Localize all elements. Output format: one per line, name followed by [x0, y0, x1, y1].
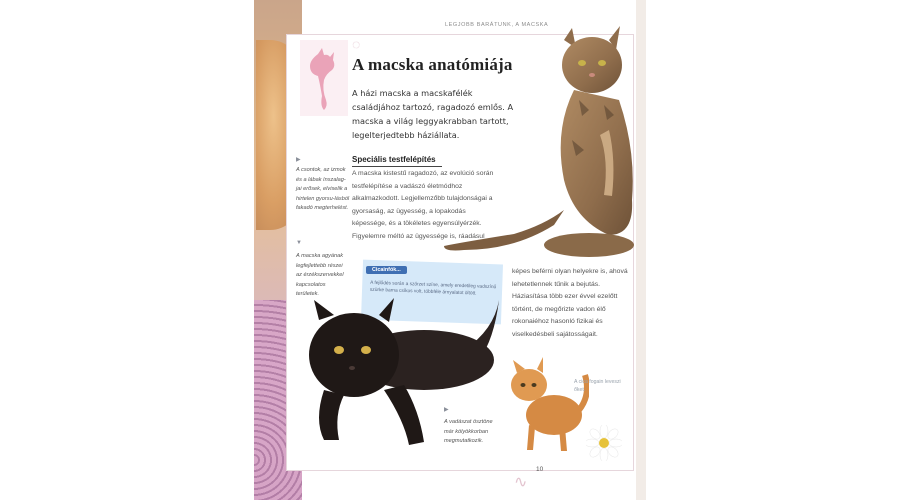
body-text-part1: A macska kistestű ragadozó, az evolúció során testfelépítése a vadászó életmódhoz alkalmazkodott. Legjellemzőbb tulajdonságai a gyorsaság, az ügyesség, a lopakodás képessége, és a tökéletes egyensúlyérzék. Figyelemre méltó az ügyessége is, ráadásul: [352, 170, 494, 240]
book-page: [254, 0, 646, 500]
swirl-decoration-bottom: ∿: [514, 474, 528, 491]
intro-paragraph: A házi macska a macskafélék családjához tartozó, ragadozó emlős. A macska a világ leggyakrabban tartott, legelterjedtebb háziállata.: [352, 88, 514, 140]
info-box-label: Cicainfók...: [366, 266, 407, 274]
daisy-image: [586, 425, 622, 461]
side-note-hunting: A vadászat ösztöne már kölyökkorban megmutatkozik.: [444, 419, 493, 444]
swirl-decoration: ◌: [352, 36, 361, 52]
cat-silhouette-icon: [300, 40, 348, 116]
image-caption: A cica fogain leveszi őket.: [574, 379, 621, 393]
side-note-brain: A macska agyának legfejlettebb részei az érzékszervekkel kapcsolatos területek.: [296, 253, 344, 297]
black-cat-image: [294, 290, 504, 460]
triangle-right-icon: ▶: [296, 157, 301, 163]
side-note-bones: A csontok, az izmok és a lábak ínszalag-jai erősek, elviselik a hirtelen gyorsu-lásból fakadó megterhelést.: [296, 167, 350, 211]
running-head: LEGJOBB BARÁTUNK, A MACSKA: [445, 22, 549, 28]
info-box-text: A fejlődés során a szőrzet színe, amely eredetileg vadszínű szürke barna csíkos volt, többféle árnyalatot öltött.: [369, 280, 497, 297]
page-title: A macska anatómiája: [352, 55, 513, 74]
triangle-down-icon: ▼: [296, 240, 302, 246]
body-text-part2: képes beférni olyan helyekre is, ahová lehetetlennek tűnik a bejutás. Háziasítása több ezer évvel ezelőtt történt, de megőrizte vadon élő rokonaiéhoz hasonló fizikai és viselkedésbeli sajátosságait.: [512, 268, 628, 338]
orange-kitten-image: [499, 355, 589, 455]
section-heading: Speciális testfelépítés: [352, 155, 436, 164]
page-number: 10: [536, 466, 544, 473]
tabby-cat-image: [404, 20, 644, 265]
triangle-right-icon: ▶: [444, 407, 449, 413]
